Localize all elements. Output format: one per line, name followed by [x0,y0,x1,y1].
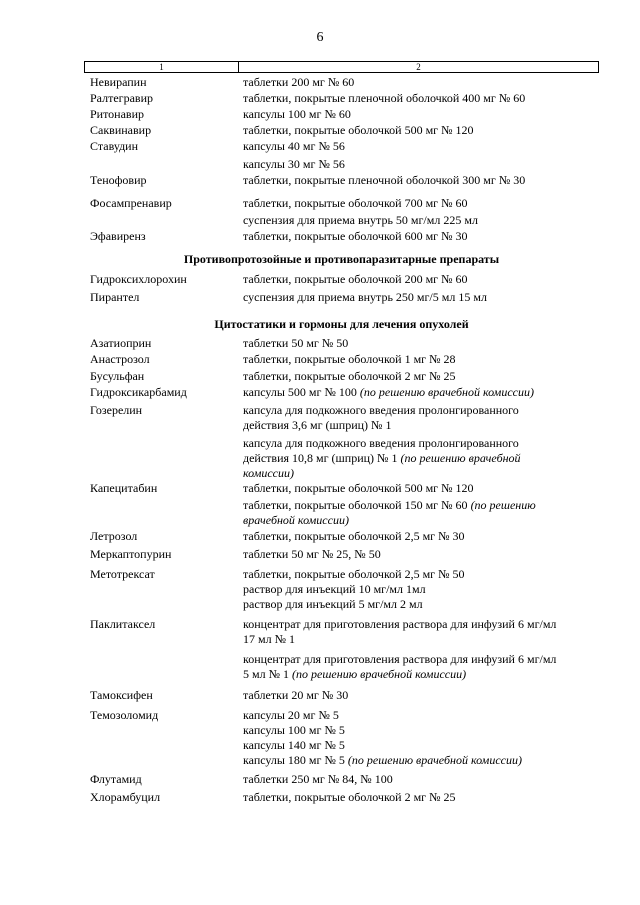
committee-note: (по решению врачебной [400,451,521,465]
drug-name: Эфавиренз [90,229,146,243]
drug-name: Метотрексат [90,567,155,581]
form-line: таблетки, покрытые оболочкой 500 мг № 120 [243,481,474,495]
drug-form [243,75,593,90]
drug-form [243,385,593,400]
drug-form [243,107,593,122]
drug-name: Бусульфан [90,369,145,383]
form-line: суспензия для приема внутрь 250 мг/5 мл 15 мл [243,290,487,304]
drug-form [243,91,593,106]
form-line: таблетки, покрытые оболочкой 2,5 мг № 50 [243,567,465,581]
form-line: капсулы 40 мг № 56 [243,139,345,153]
drug-form [243,481,593,496]
drug-name: Фосампренавир [90,196,172,210]
drug-name: Саквинавир [90,123,152,137]
drug-form [243,229,593,244]
drug-form [243,352,593,367]
form-line: суспензия для приема внутрь 50 мг/мл 225 мл [243,213,478,227]
drug-form [243,403,593,433]
committee-note: (по решению врачебной комиссии) [359,385,534,399]
form-line: раствор для инъекций 5 мг/мл 2 мл [243,597,423,611]
form-line: действия 3,6 мг (шприц) № 1 [243,418,392,432]
form-line: таблетки, покрытые пленочной оболочкой 300 мг № 30 [243,173,526,187]
drug-name: Капецитабин [90,481,158,495]
drug-name: Флутамид [90,772,142,786]
drug-form [243,708,593,768]
form-line: капсулы 180 мг № 5 (по решению врачебной комиссии) [243,753,522,767]
form-line: таблетки, покрытые оболочкой 600 мг № 30 [243,229,468,243]
form-line: капсулы 100 мг № 60 [243,107,351,121]
form-line: таблетки, покрытые пленочной оболочкой 400 мг № 60 [243,91,526,105]
drug-name: Тамоксифен [90,688,153,702]
page-number: 6 [316,30,324,45]
drug-name: Гидроксикарбамид [90,385,187,399]
form-line: таблетки 200 мг № 60 [243,75,355,89]
form-line: таблетки, покрытые оболочкой 500 мг № 120 [243,123,474,137]
form-line: капсулы 500 мг № 100 (по решению врачебной комиссии) [243,385,534,399]
section-heading: Цитостатики и гормоны для лечения опухолей [214,317,469,331]
drug-name: Меркаптопурин [90,547,172,561]
form-line: таблетки 50 мг № 25, № 50 [243,547,381,561]
drug-form [243,139,593,154]
drug-form [243,617,593,647]
form-line: таблетки, покрытые оболочкой 2 мг № 25 [243,369,456,383]
drug-name: Паклитаксел [90,617,156,631]
drug-form [243,123,593,138]
drug-name: Гозерелин [90,403,143,417]
committee-note: комиссии) [243,466,295,480]
section-heading: Противопротозойные и противопаразитарные препараты [183,252,500,266]
drug-form [243,196,593,211]
form-line: раствор для инъекций 10 мг/мл 1мл [243,582,426,596]
drug-name: Темозоломид [90,708,159,722]
form-line: концентрат для приготовления раствора для инфузий 6 мг/мл [243,617,557,631]
drug-form [243,290,593,305]
form-line: действия 10,8 мг (шприц) № 1 (по решению врачебной [243,451,521,465]
form-line: капсулы 20 мг № 5 [243,708,339,722]
drug-form [243,157,593,172]
form-line: таблетки 20 мг № 30 [243,688,349,702]
table-header [84,61,599,73]
form-line: таблетки 50 мг № 50 [243,336,349,350]
drug-form [243,272,593,287]
drug-name: Азатиоприн [90,336,152,350]
drug-name: Гидроксихлорохин [90,272,187,286]
column-1-header: 1 [85,62,239,72]
drug-name: Летрозол [90,529,138,543]
drug-name: Ралтегравир [90,91,153,105]
drug-form [243,336,593,351]
drug-name: Пирантел [90,290,140,304]
drug-name: Ставудин [90,139,139,153]
committee-note: (по решению врачебной комиссии) [347,753,522,767]
drug-name: Ритонавир [90,107,145,121]
form-line: таблетки, покрытые оболочкой 700 мг № 60 [243,196,468,210]
form-line: таблетки, покрытые оболочкой 2 мг № 25 [243,790,456,804]
drug-name: Анастрозол [90,352,150,366]
form-line: 17 мл № 1 [243,632,296,646]
drug-form [243,567,593,612]
drug-form [243,213,593,228]
form-line: концентрат для приготовления раствора для инфузий 6 мг/мл [243,652,557,666]
form-line: капсулы 100 мг № 5 [243,723,345,737]
column-2-header: 2 [416,62,421,72]
drug-form [243,772,593,787]
drug-form [243,529,593,544]
form-line: таблетки, покрытые оболочкой 150 мг № 60 (по решению [243,498,536,512]
drug-name: Невирапин [90,75,147,89]
form-line: таблетки, покрытые оболочкой 200 мг № 60 [243,272,468,286]
form-line: капсула для подкожного введения пролонгированного [243,403,519,417]
drug-form [243,173,593,188]
committee-note: врачебной комиссии) [243,513,349,527]
form-line: таблетки, покрытые оболочкой 2,5 мг № 30 [243,529,465,543]
drug-form [243,436,593,481]
form-line: капсула для подкожного введения пролонгированного [243,436,519,450]
drug-form [243,547,593,562]
form-line: капсулы 30 мг № 56 [243,157,345,171]
drug-form [243,369,593,384]
committee-note-continued [243,513,593,528]
drug-form [243,498,593,528]
drug-form [243,652,593,682]
committee-note: (по решению врачебной комиссии) [292,667,467,681]
form-line: 5 мл № 1 (по решению врачебной комиссии) [243,667,467,681]
form-line: таблетки, покрытые оболочкой 1 мг № 28 [243,352,456,366]
drug-form [243,790,593,805]
committee-note-continued [243,466,593,481]
drug-name: Хлорамбуцил [90,790,161,804]
drug-name: Тенофовир [90,173,147,187]
committee-note: (по решению [470,498,536,512]
drug-form [243,688,593,703]
form-line: капсулы 140 мг № 5 [243,738,345,752]
form-line: таблетки 250 мг № 84, № 100 [243,772,393,786]
